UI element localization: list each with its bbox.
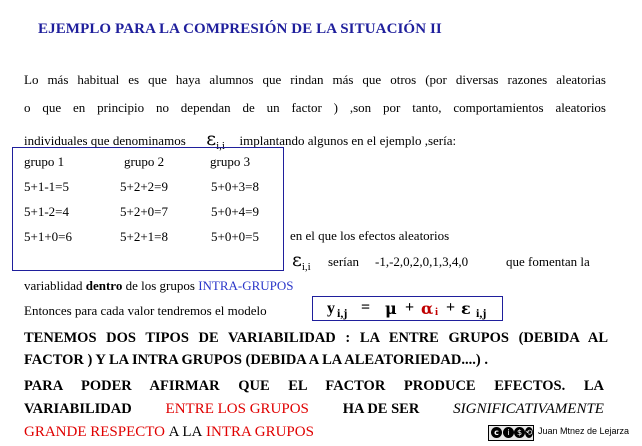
cc-license-badge[interactable] — [488, 425, 534, 441]
page-title: EJEMPLO PARA LA COMPRESIÓN DE LA SITUACIÓN II — [38, 21, 442, 37]
group-cell: 5+1-1=5 — [24, 179, 69, 194]
model-alpha-subscript: i — [435, 306, 439, 318]
model-equals: = — [361, 299, 371, 316]
group-header: grupo 3 — [210, 154, 251, 169]
de-los-grupos: de los grupos — [125, 278, 195, 293]
group-cell: 5+2+1=8 — [120, 229, 168, 244]
model-plus: + — [405, 299, 415, 316]
intro-line-1: Lo más habitual es que haya alumnos que rindan más que otros (por diversas razones aleatorias — [24, 72, 606, 87]
group-header: grupo 2 — [124, 154, 165, 169]
intra-grupos-label: INTRA-GRUPOS — [198, 278, 294, 293]
variability-word: variablidad — [24, 278, 83, 293]
significativamente-word: SIGNIFICATIVAMENTE — [453, 401, 604, 417]
dentro-word: dentro — [85, 278, 123, 293]
model-formula — [312, 296, 503, 321]
intra-grupos-phrase: INTRA GRUPOS — [206, 424, 314, 440]
model-epsilon-subscript: i,j — [476, 306, 487, 320]
conclusion-line-3 — [24, 424, 314, 441]
model-plus: + — [446, 299, 456, 316]
group-cell: 5+0+0=5 — [211, 229, 259, 244]
entre-grupos-phrase: ENTRE LOS GRUPOS — [165, 401, 309, 417]
model-y: y — [327, 300, 335, 317]
conclusion-line-1: PARA PODER AFIRMAR QUE EL FACTOR PRODUCE EFECTOS. LA — [24, 378, 604, 394]
variability-line — [24, 278, 294, 294]
epsilon-subscript: i,i — [301, 261, 311, 273]
epsilon-symbol: ε — [206, 128, 217, 150]
epsilon-values-line — [292, 249, 311, 271]
groups-table — [12, 147, 284, 271]
seran-text: serían — [328, 254, 360, 269]
intro-line-3-end: implantando algunos en el ejemplo ,sería: — [239, 133, 457, 148]
group-cell: 5+2+2=9 — [120, 179, 168, 194]
a-la-phrase: A LA — [168, 424, 203, 440]
epsilon-subscript: i,i — [216, 140, 225, 152]
aleatorios-text: en el que los efectos aleatorios — [290, 228, 450, 243]
model-mu: μ — [385, 299, 397, 318]
author-credit: Juan Mtnez de Lejarza — [538, 426, 630, 436]
epsilon-values: -1,-2,0,2,0,1,3,4,0 — [375, 254, 469, 269]
variabilidad-word: VARIABILIDAD — [24, 401, 132, 417]
nc-icon: $ — [514, 427, 525, 438]
variability-types-line-1: TENEMOS DOS TIPOS DE VARIABILIDAD : LA ENTRE GRUPOS (DEBIDA AL — [24, 330, 608, 346]
group-cell: 5+2+0=7 — [120, 204, 168, 219]
model-epsilon: ε — [461, 299, 471, 318]
ha-de-ser-phrase: HA DE SER — [342, 401, 420, 417]
epsilon-symbol: ε — [292, 249, 302, 271]
sa-icon: ⟲ — [525, 428, 533, 437]
model-lead: Entonces para cada valor tendremos el modelo — [24, 303, 267, 318]
by-icon: i — [503, 427, 514, 438]
conclusion-line-2 — [24, 401, 604, 418]
cc-icon: c — [491, 427, 502, 438]
model-alpha: α — [421, 299, 434, 318]
model-y-subscript: i,j — [337, 306, 348, 320]
grande-respecto-phrase: GRANDE RESPECTO — [24, 424, 165, 440]
group-cell: 5+1+0=6 — [24, 229, 72, 244]
fomentan-text: que fomentan la — [506, 254, 590, 269]
group-header: grupo 1 — [24, 154, 65, 169]
group-cell: 5+1-2=4 — [24, 204, 69, 219]
variability-types-line-2: FACTOR ) Y LA INTRA GRUPOS (DEBIDA A LA ALEATORIEDAD....) . — [24, 352, 488, 368]
group-cell: 5+0+3=8 — [211, 179, 259, 194]
intro-line-2: o que en principio no dependan de un factor ) ,son por tanto, comportamientos aleatorios — [24, 100, 606, 115]
group-cell: 5+0+4=9 — [211, 204, 259, 219]
intro-line-3-start: individuales que denominamos — [24, 133, 186, 148]
